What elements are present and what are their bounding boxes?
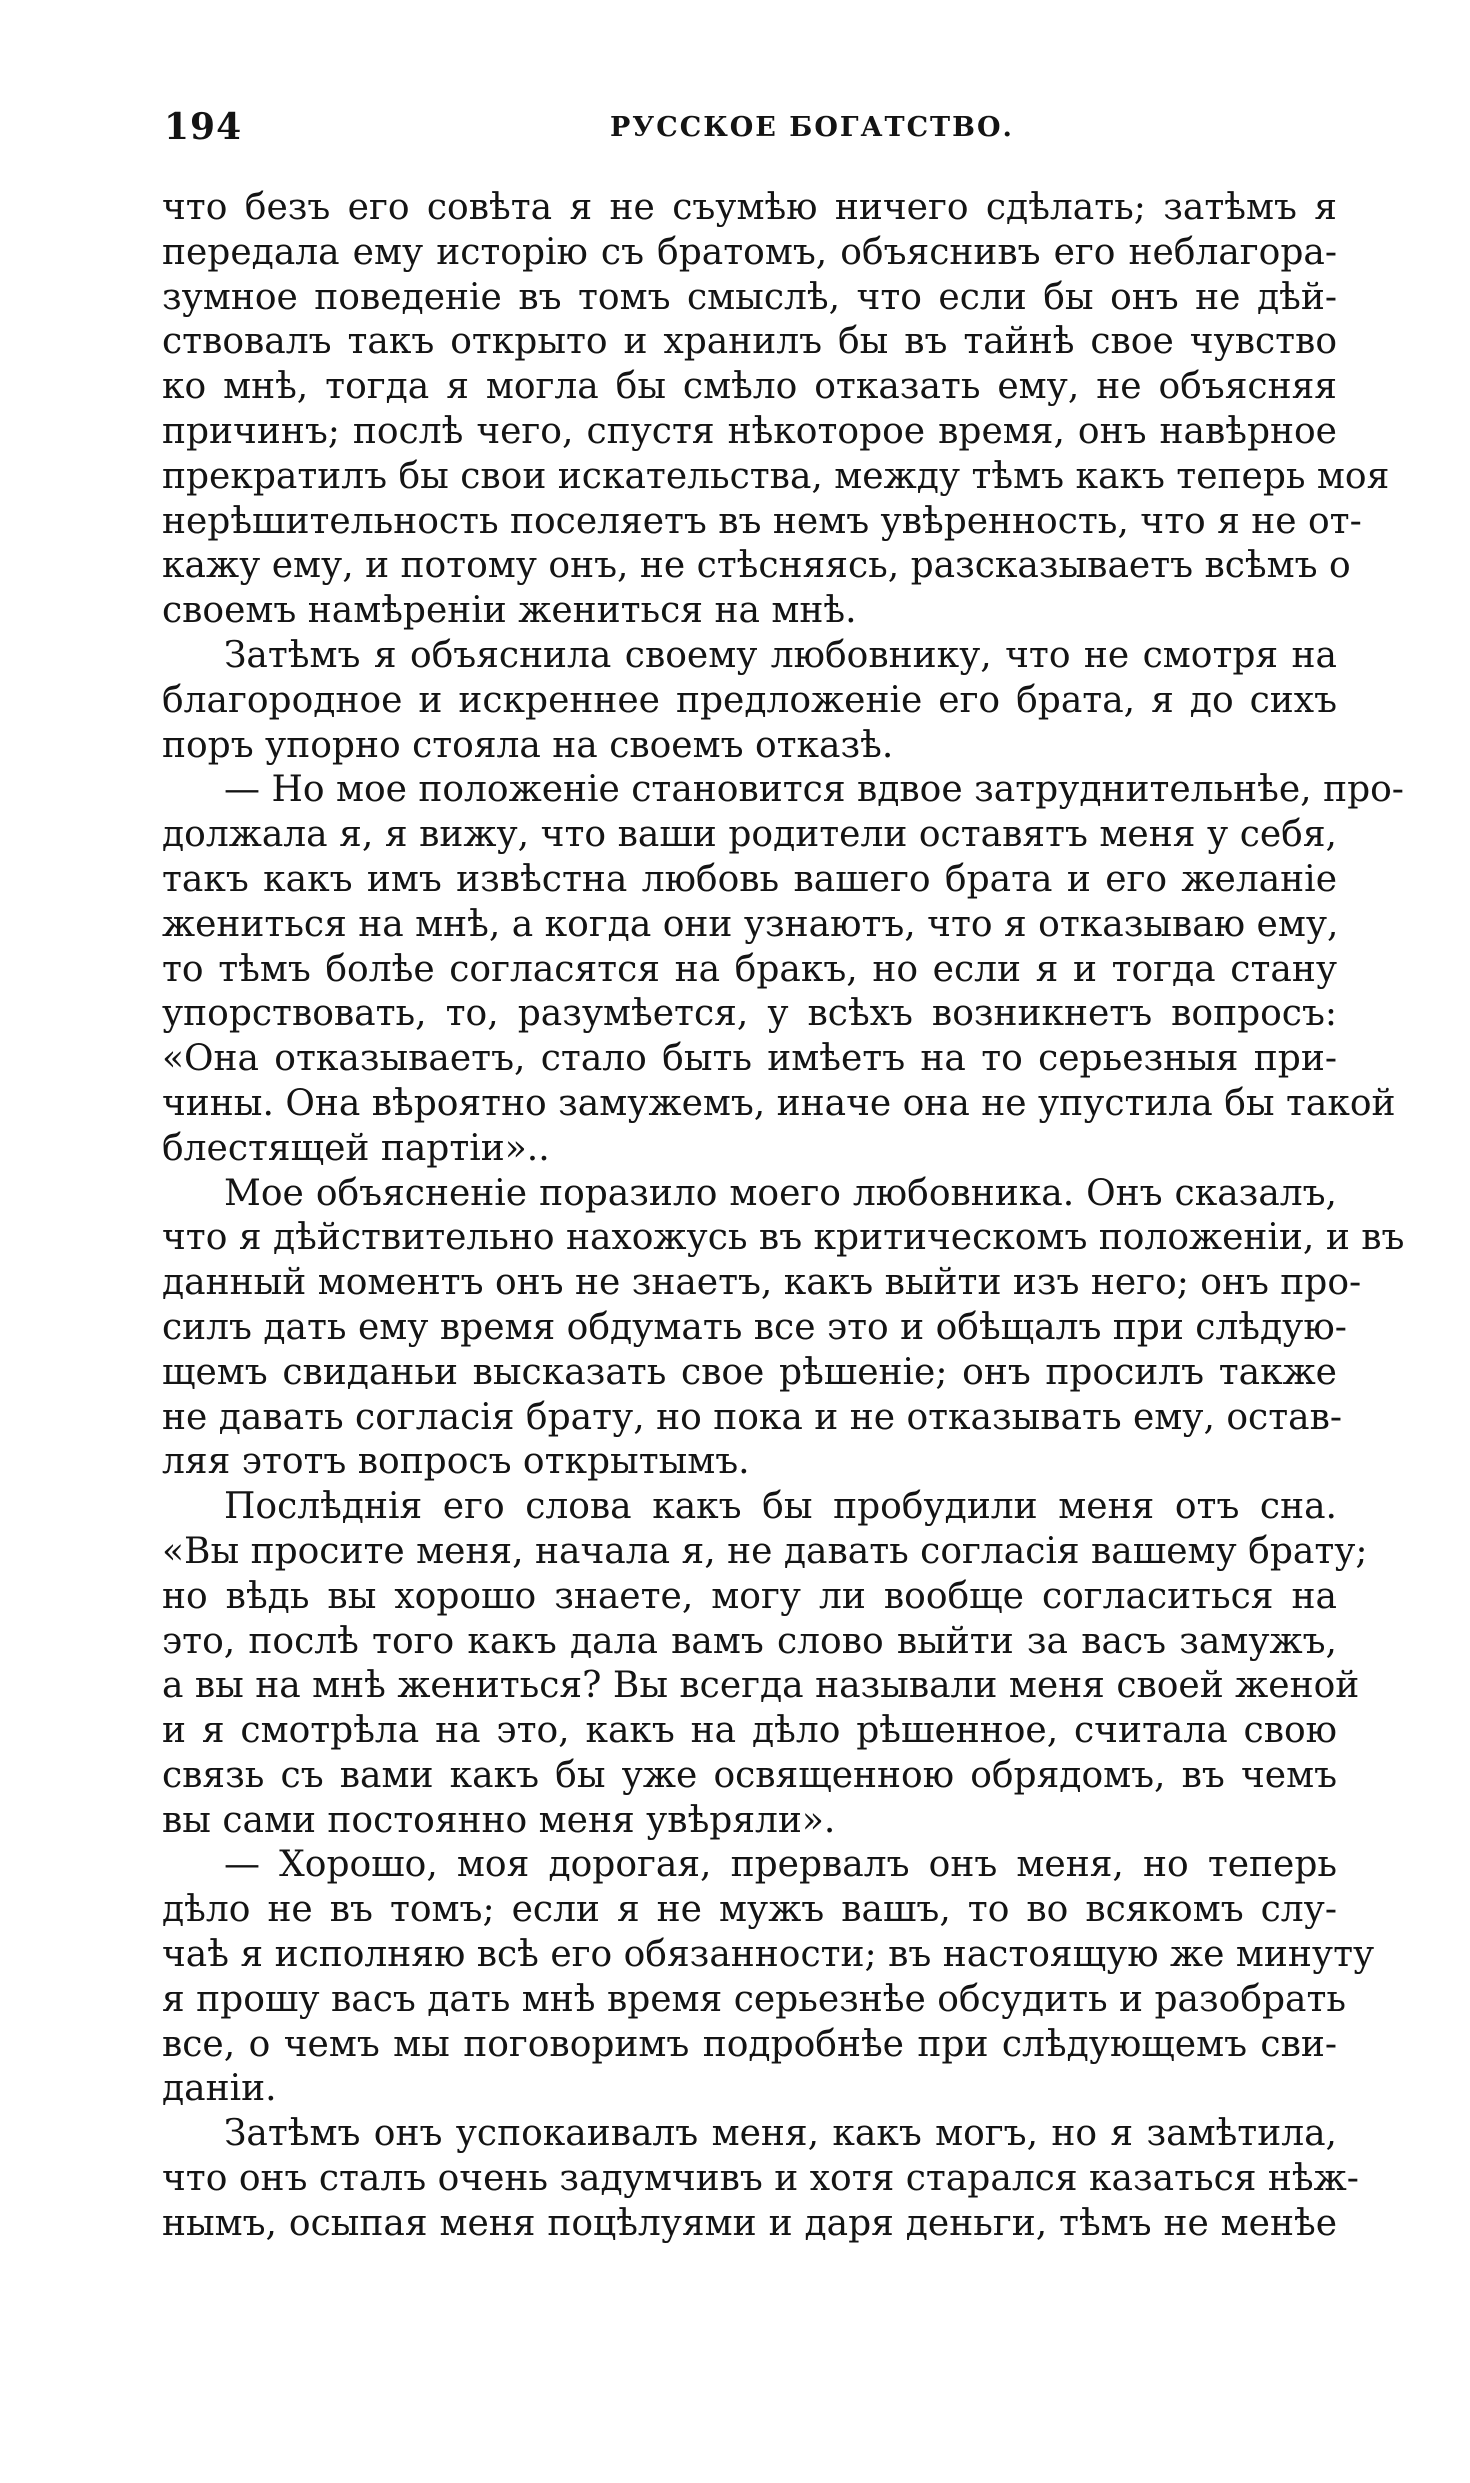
text-line: не давать согласія брату, но пока и не отказывать ему, остав-	[162, 1396, 1343, 1438]
text-line: «Вы просите меня, начала я, не давать согласія вашему брату;	[162, 1530, 1368, 1572]
text-line: ко мнѣ, тогда я могла бы смѣло отказать ему, не объясняя	[162, 366, 1337, 408]
text-line: — Хорошо, моя дорогая, прервалъ онъ меня, но теперь	[224, 1844, 1337, 1886]
text-line: силъ дать ему время обдумать все это и обѣщалъ при слѣдую-	[162, 1306, 1347, 1348]
text-line: а вы на мнѣ жениться? Вы всегда называли меня своей женой	[162, 1665, 1360, 1707]
text-line: причинъ; послѣ чего, спустя нѣкоторое время, онъ навѣрное	[162, 410, 1337, 452]
running-title: РУССКОЕ БОГАТСТВО.	[610, 112, 1014, 143]
text-line: и я смотрѣла на это, какъ на дѣло рѣшенное, считала свою	[162, 1710, 1337, 1752]
text-line: «Она отказываетъ, стало быть имѣетъ на то серьезныя при-	[162, 1038, 1337, 1080]
body-text	[162, 186, 1405, 2247]
text-line: Мое объясненіе поразило моего любовника. Онъ сказалъ,	[224, 1172, 1337, 1214]
text-line: чаѣ я исполняю всѣ его обязанности; въ настоящую же минуту	[162, 1934, 1375, 1976]
text-line: чины. Она вѣроятно замужемъ, иначе она не упустила бы такой	[162, 1082, 1396, 1124]
text-line: связь съ вами какъ бы уже освященною обрядомъ, въ чемъ	[162, 1754, 1337, 1796]
text-line: должала я, я вижу, что ваши родители оставятъ меня у себя,	[162, 814, 1337, 856]
text-line: вы сами постоянно меня увѣряли».	[162, 1799, 836, 1841]
text-line: щемъ свиданьи высказать свое рѣшеніе; онъ просилъ также	[162, 1351, 1337, 1393]
text-line: что я дѣйствительно нахожусь въ критическомъ положеніи, и въ	[162, 1217, 1405, 1259]
text-line: кажу ему, и потому онъ, не стѣсняясь, разсказываетъ всѣмъ о	[162, 545, 1351, 587]
text-line: это, послѣ того какъ дала вамъ слово выйти за васъ замужъ,	[162, 1620, 1337, 1662]
text-line: ляя этотъ вопросъ открытымъ.	[162, 1441, 750, 1483]
text-line: даніи.	[162, 2068, 277, 2110]
text-line: прекратилъ бы свои искательства, между тѣмъ какъ теперь моя	[162, 455, 1390, 497]
text-line: блестящей партіи»..	[162, 1127, 550, 1169]
text-line: своемъ намѣреніи жениться на мнѣ.	[162, 590, 857, 632]
text-line: зумное поведеніе въ томъ смыслѣ, что если бы онъ не дѣй-	[162, 276, 1337, 318]
text-line: нерѣшительность поселяетъ въ немъ увѣренность, что я не от-	[162, 500, 1362, 542]
paragraph	[162, 2112, 1359, 2246]
paragraph	[162, 634, 1337, 768]
paragraph	[162, 1172, 1405, 1486]
text-line: поръ упорно стояла на своемъ отказѣ.	[162, 724, 894, 766]
text-line: Послѣднія его слова какъ бы пробудили меня отъ сна.	[224, 1486, 1337, 1528]
page-number: 194	[164, 106, 243, 148]
text-line: такъ какъ имъ извѣстна любовь вашего брата и его желаніе	[162, 858, 1337, 900]
text-line: я прошу васъ дать мнѣ время серьезнѣе обсудить и разобрать	[162, 1978, 1346, 2020]
paragraph	[162, 768, 1404, 1171]
text-line: благородное и искреннее предложеніе его брата, я до сихъ	[162, 679, 1337, 721]
paragraph	[162, 1843, 1375, 2112]
text-line: передала ему исторію съ братомъ, объяснивъ его неблагора-	[162, 231, 1337, 273]
paragraph	[162, 186, 1390, 634]
text-line: но вѣдь вы хорошо знаете, могу ли вообще согласиться на	[162, 1575, 1337, 1617]
text-line: то тѣмъ болѣе согласятся на бракъ, но если я и тогда стану	[162, 948, 1337, 990]
text-line: Затѣмъ онъ успокаивалъ меня, какъ могъ, но я замѣтила,	[224, 2113, 1337, 2155]
text-line: дѣло не въ томъ; если я не мужъ вашъ, то во всякомъ слу-	[162, 1889, 1337, 1931]
text-line: жениться на мнѣ, а когда они узнаютъ, что я отказываю ему,	[162, 903, 1339, 945]
text-line: ствовалъ такъ открыто и хранилъ бы въ тайнѣ свое чувство	[162, 321, 1337, 363]
paragraph	[162, 1485, 1368, 1843]
text-line: нымъ, осыпая меня поцѣлуями и даря деньги, тѣмъ не менѣе	[162, 2202, 1337, 2244]
page-header	[160, 100, 1340, 160]
text-line: упорствовать, то, разумѣется, у всѣхъ возникнетъ вопросъ:	[162, 993, 1337, 1035]
text-line: все, о чемъ мы поговоримъ подробнѣе при слѣдующемъ сви-	[162, 2023, 1337, 2065]
text-line: Затѣмъ я объяснила своему любовнику, что не смотря на	[224, 634, 1337, 676]
text-line: данный моментъ онъ не знаетъ, какъ выйти изъ него; онъ про-	[162, 1262, 1362, 1304]
text-line: что онъ сталъ очень задумчивъ и хотя старался казаться нѣж-	[162, 2158, 1359, 2200]
text-line: — Но мое положеніе становится вдвое затруднительнѣе, про-	[224, 769, 1404, 811]
text-line: что безъ его совѣта я не съумѣю ничего сдѣлать; затѣмъ я	[162, 187, 1337, 228]
